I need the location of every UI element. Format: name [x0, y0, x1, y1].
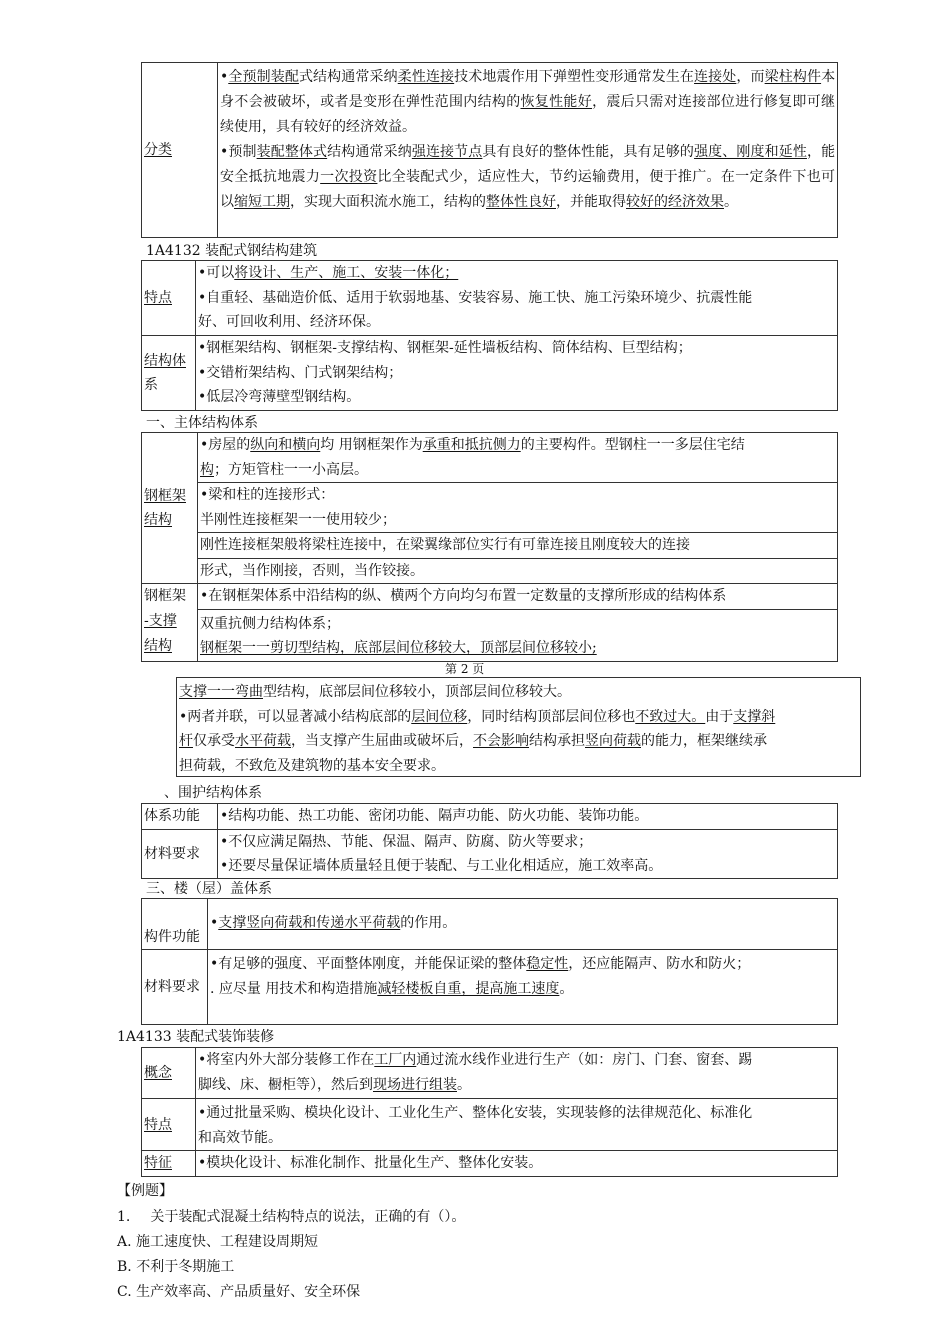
structure-system-label-cell: 结构体 系 [142, 336, 196, 411]
braced-frame-row2: 双重抗侧力结构体系； 钢框架一一剪切型结构，底部层间位移较大，顶部层间位移较小; [198, 609, 838, 661]
features-label: 特点 [144, 290, 172, 306]
main-structure-table [141, 432, 838, 662]
bending-type-box: 支撑一一弯曲型结构，底部层间位移较小，顶部层间位移较大。 •两者并联，可以显著减小结构底部的层间位移，同时结构顶部层间位移也不致过大。由于支撑斜 杆仅承受水平荷载，当支撑产生屈曲或破坏后，不会影响结构承担竖向荷载的能力，框架继续承 担荷载，不致危及建筑物的基本安全要求。 [176, 677, 861, 777]
option-c: C. 生产效率高、产品质量好、安全环保 [117, 1284, 361, 1300]
heading-floor: 三、楼（屋）盖体系 [146, 881, 272, 897]
braced-frame-label-cell: 钢框架 -支撑 结构 [142, 584, 198, 662]
characteristics-content: •模块化设计、标准化制作、批量化生产、整体化安装。 [196, 1151, 838, 1177]
integral-assembly-paragraph: •预制装配整体式结构通常采纳强连接节点具有良好的整体性能，具有足够的强度、刚度和延性，能安全抵抗地震力一次投资比全装配式少，适应性大，节约运输费用，便于推广。在一定条件下也可以缩短工期，实现大面积流水施工，结构的整体性良好，并能取得较好的经济效果。 [220, 144, 836, 210]
floor-table [141, 898, 838, 1025]
system-function-label-cell: 体系功能 [142, 804, 218, 830]
heading-enclosure: 、围护结构体系 [164, 785, 262, 801]
enclosure-table [141, 803, 838, 879]
concept-content: •将室内外大部分装修工作在工厂内通过流水线作业进行生产（如：房门、门套、窗套、踢 脚线、床、橱柜等），然后到现场进行组装。 [196, 1048, 838, 1099]
classification-label-cell [142, 63, 218, 238]
example-title: 【例题】 [117, 1183, 173, 1199]
decor-features-content: •通过批量采购、模块化设计、工业化生产、整体化安装，实现装修的法律规范化、标准化 和高效节能。 [196, 1099, 838, 1151]
system-function-content: •结构功能、热工功能、密闭功能、隔声功能、防火功能、装饰功能。 [218, 804, 838, 830]
steel-frame-row3: 刚性连接框架般将梁柱连接中，在梁翼缘部位实行有可靠连接且刚度较大的连接 形式，当作刚接，否则，当作铰接。 [198, 533, 838, 584]
question-1 [117, 1208, 465, 1226]
option-a: A. 施工速度快、工程建设周期短 [117, 1234, 319, 1250]
option-b: B. 不利于冬期施工 [117, 1259, 235, 1275]
decor-features-label-cell: 特点 [142, 1099, 196, 1151]
steel-frame-row2: •梁和柱的连接形式： 半刚性连接框架一一使用较少； [198, 483, 838, 533]
structure-system-content: •钢框架结构、钢框架-支撑结构、钢框架-延性墙板结构、筒体结构、巨型结构； •交错桁架结构、门式钢架结构； •低层冷弯薄壁型钢结构。 [196, 336, 838, 411]
heading-main-structure: 一、主体结构体系 [146, 415, 258, 431]
page-number: 第 2 页 [445, 662, 485, 676]
component-function-label-cell: 构件功能 [142, 899, 208, 950]
classification-content [218, 63, 838, 238]
steel-frame-row1: •房屋的纵向和横向均 用钢框架作为承重和抵抗侧力的主要构件。型钢柱一一多层住宅结 构；方矩管柱一一小高层。 [198, 433, 838, 483]
braced-frame-row1: •在钢框架体系中沿结构的纵、横两个方向均匀布置一定数量的支撑所形成的结构体系 [198, 584, 838, 610]
steel-structure-table [141, 260, 838, 411]
floor-material-label-cell: 材料要求 [142, 950, 208, 1025]
characteristics-label-cell: 特征 [142, 1151, 196, 1177]
material-requirements-label-cell: 材料要求 [142, 829, 218, 878]
features-content: •可以将设计、生产、施工、安装一体化； •自重轻、基础造价低、适用于软弱地基、安装容易、施工快、施工污染环境少、抗震性能 好、可回收利用、经济环保。 [196, 261, 838, 336]
component-function-content: •支撑竖向荷载和传递水平荷载的作用。 [208, 899, 838, 950]
heading-decoration: 1A4133 装配式装饰装修 [117, 1029, 275, 1045]
floor-material-content: •有足够的强度、平面整体刚度，并能保证梁的整体稳定性，还应能隔声、防水和防火； . 应尽量 用技术和构造措施减轻楼板自重，提高施工速度。 [208, 950, 838, 1025]
features-label-cell [142, 261, 196, 336]
classification-table [141, 62, 838, 238]
decoration-table [141, 1047, 838, 1177]
material-requirements-content: •不仅应满足隔热、节能、保温、隔声、防腐、防火等要求； •还要尽量保证墙体质量轻且便于装配、与工业化相适应，施工效率高。 [218, 829, 838, 878]
concept-label-cell: 概念 [142, 1048, 196, 1099]
question-text: 关于装配式混凝土结构特点的说法，正确的有（）。 [150, 1209, 466, 1225]
heading-steel-structure: 1A4132 装配式钢结构建筑 [146, 243, 318, 259]
question-number: 1. [117, 1209, 131, 1225]
classification-label: 分类 [144, 142, 172, 158]
prefabricated-paragraph: •全预制装配式结构通常采纳柔性连接技术地震作用下弹塑性变形通常发生在连接处，而梁柱构件本身不会被破坏，或者是变形在弹性范围内结构的恢复性能好，震后只需对连接部位进行修复即可继续使用，具有较好的经济效益。 [220, 69, 836, 135]
steel-frame-label-cell: 钢框架 结构 [142, 433, 198, 584]
